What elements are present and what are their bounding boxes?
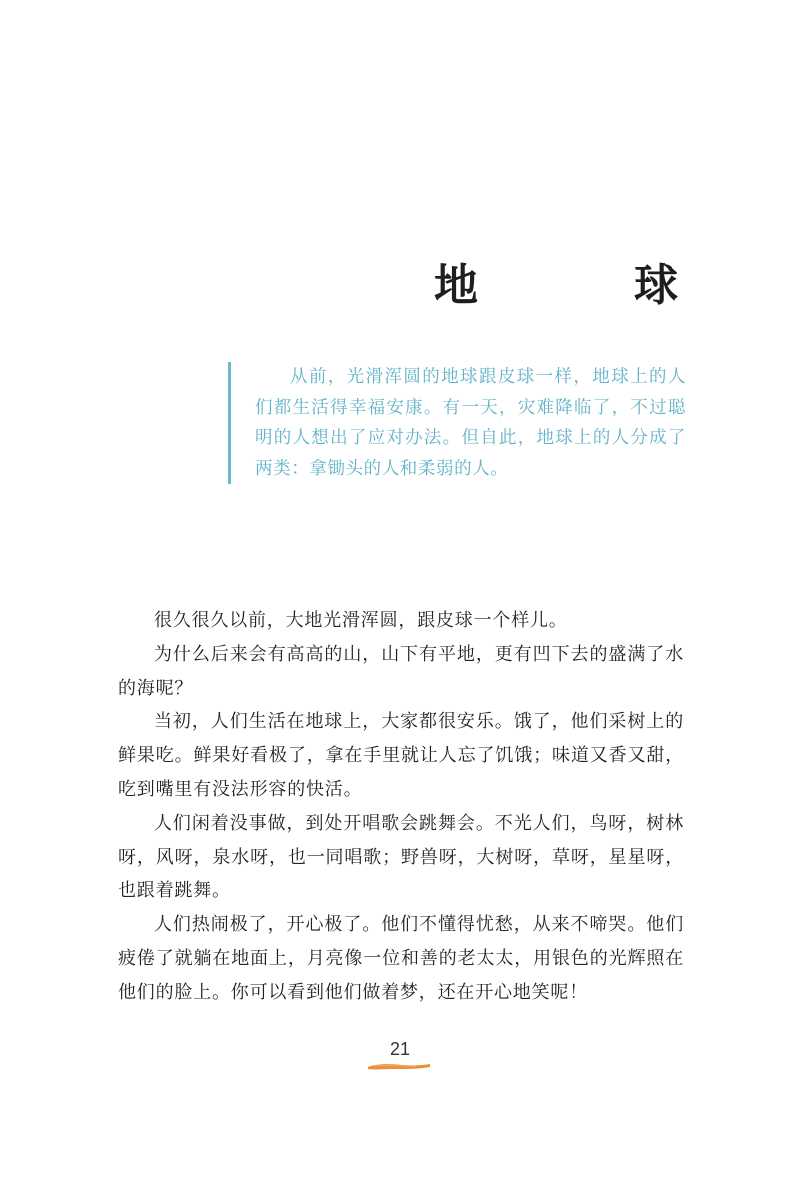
- body-paragraph: 人们热闹极了，开心极了。他们不懂得忧愁，从来不啼哭。他们疲倦了就躺在地面上，月亮像一位和善的老太太，用银色的光辉照在他们的脸上。你可以看到他们做着梦，还在开心地笑呢！: [118, 914, 684, 1003]
- brush-stroke-decoration: [366, 1060, 432, 1072]
- chapter-title: 地 球: [434, 260, 734, 311]
- body-paragraph: 为什么后来会有高高的山，山下有平地，更有凹下去的盛满了水的海呢？: [118, 643, 684, 699]
- brush-stroke-path: [368, 1064, 430, 1069]
- page-number: 21: [389, 1039, 411, 1059]
- body-paragraph: 很久很久以前，大地光滑浑圆，跟皮球一个样儿。: [154, 610, 568, 631]
- chapter-abstract: [228, 362, 686, 484]
- abstract-text: 从前，光滑浑圆的地球跟皮球一样，地球上的人们都生活得幸福安康。有一天，灾难降临了，不过聪明的人想出了应对办法。但自此，地球上的人分成了两类：拿锄头的人和柔弱的人。: [255, 367, 686, 479]
- body-paragraph: 当初，人们生活在地球上，大家都很安乐。饿了，他们采树上的鲜果吃。鲜果好看极了，拿在手里就让人忘了饥饿；味道又香又甜，吃到嘴里有没法形容的快活。: [118, 711, 684, 800]
- chapter-body: [118, 604, 684, 1010]
- body-paragraph: 人们闲着没事做，到处开唱歌会跳舞会。不光人们，鸟呀，树林呀，风呀，泉水呀，也一同唱歌；野兽呀，大树呀，草呀，星星呀，也跟着跳舞。: [118, 812, 684, 902]
